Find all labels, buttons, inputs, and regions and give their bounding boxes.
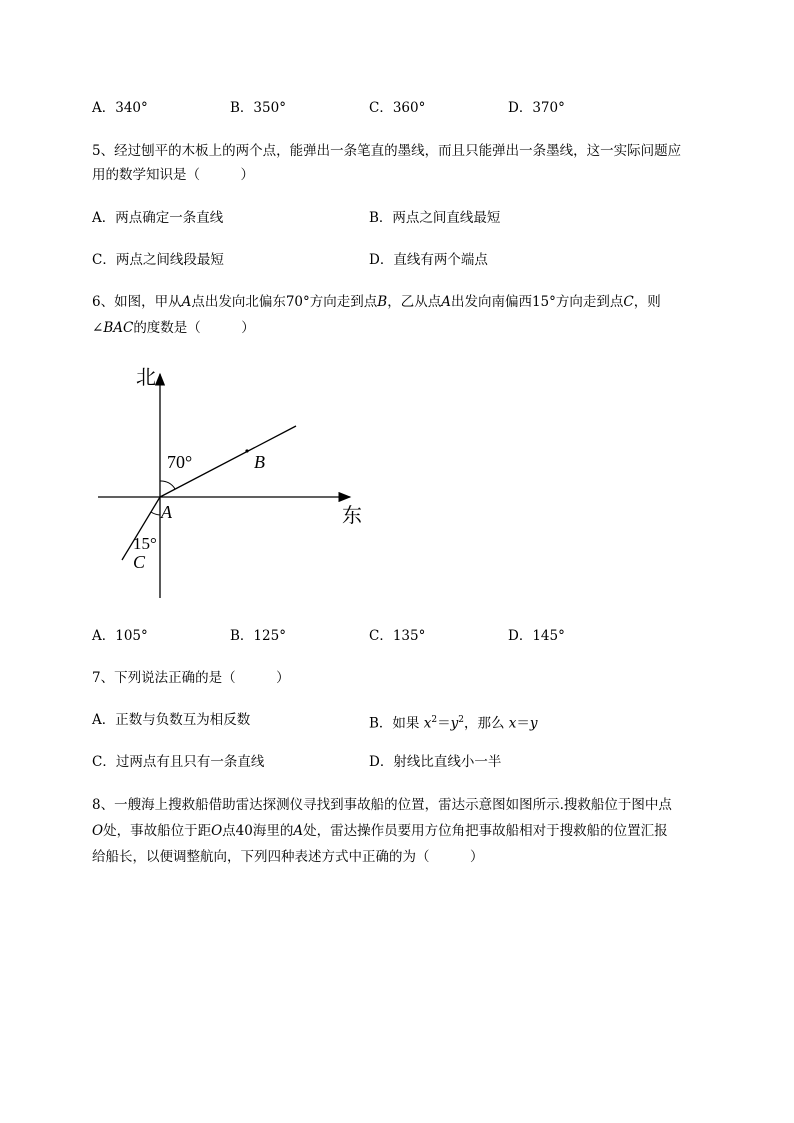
q8-stem-line3: 给船长，以便调整航向，下列四种表述方式中正确的为（ ） xyxy=(92,849,484,865)
q8-text: 处，事故船位于距 xyxy=(103,823,212,839)
q7-stem: 7、下列说法正确的是（ ） xyxy=(92,670,290,686)
label-north: 北 xyxy=(136,367,156,389)
exponent: 2 xyxy=(458,715,464,725)
q6-angle-name: BAC xyxy=(103,320,134,336)
equals-sign: ＝ xyxy=(437,715,451,732)
point-b xyxy=(245,449,248,452)
var-x: x xyxy=(508,715,517,732)
var-y: y xyxy=(529,715,538,732)
q4-option-a: A．340° xyxy=(92,100,148,116)
angle-arc-70 xyxy=(160,481,175,489)
label-a: A xyxy=(161,502,172,522)
var-a: A xyxy=(293,823,304,839)
var-x: x xyxy=(423,715,432,732)
q6-var-c: C xyxy=(623,294,634,310)
q5-option-d: D．直线有两个端点 xyxy=(369,252,488,268)
q6-direction-figure xyxy=(92,360,382,610)
q5-option-b: B．两点之间直线最短 xyxy=(369,210,501,226)
q5-option-a: A．两点确定一条直线 xyxy=(92,210,224,226)
q5-option-c: C．两点之间线段最短 xyxy=(92,252,224,268)
q5-stem-line1: 5、经过刨平的木板上的两个点，能弹出一条笔直的墨线，而且只能弹出一条墨线，这一实际问题应 xyxy=(92,143,682,159)
equals-sign: ＝ xyxy=(516,715,530,732)
q8-stem-line2 xyxy=(92,821,668,841)
q6-var-b: B xyxy=(377,294,388,310)
var-y: y xyxy=(450,715,459,732)
q7-option-d: D．射线比直线小一半 xyxy=(369,754,502,770)
q6-option-b: B．125° xyxy=(230,628,286,644)
q5-stem-line2: 用的数学知识是（ ） xyxy=(92,167,254,183)
q7-option-c: C．过两点有且只有一条直线 xyxy=(92,754,265,770)
var-o: O xyxy=(211,823,223,839)
q8-text: 处，雷达操作员要用方位角把事故船相对于搜救船的位置汇报 xyxy=(303,823,668,839)
label-angle-15: 15° xyxy=(133,534,157,553)
q6-text: 出发向南偏西15°方向走到点 xyxy=(450,294,624,310)
q6-var-a: A xyxy=(441,294,451,310)
q7-option-a: A．正数与负数互为相反数 xyxy=(92,712,251,728)
label-c: C xyxy=(133,552,146,572)
label-b: B xyxy=(254,452,265,472)
q6-text: 的度数是（ ） xyxy=(133,320,255,336)
exponent: 2 xyxy=(431,715,438,725)
label-east: 东 xyxy=(342,505,362,527)
q6-option-a: A．105° xyxy=(92,628,148,644)
q4-option-c: C．360° xyxy=(369,100,426,116)
q6-option-c: C．135° xyxy=(369,628,426,644)
q6-var-a: A xyxy=(181,294,192,310)
q4-option-d: D．370° xyxy=(508,100,565,116)
q6-text: 6、如图，甲从 xyxy=(92,294,182,310)
q4-option-b: B．350° xyxy=(230,100,286,116)
q8-text: 点40海里的 xyxy=(222,823,294,839)
q6-text: 点出发向北偏东70°方向走到点 xyxy=(191,294,378,310)
q7-option-b-text: B．如果 xyxy=(369,715,424,732)
q7-option-b-text: ，那么 xyxy=(463,715,509,732)
q8-stem-line1: 8、一艘海上搜救船借助雷达探测仪寻找到事故船的位置，雷达示意图如图所示.搜救船位于图中点 xyxy=(92,797,672,813)
angle-symbol: ∠ xyxy=(92,320,104,336)
q6-text: ，乙从点 xyxy=(387,294,442,310)
q7-option-b xyxy=(369,710,538,734)
label-angle-70: 70° xyxy=(167,452,193,472)
q6-stem-line2 xyxy=(92,318,255,338)
angle-arc-15 xyxy=(151,512,160,515)
q6-text: ，则 xyxy=(633,294,661,310)
var-o: O xyxy=(92,823,104,839)
q6-option-d: D．145° xyxy=(508,628,565,644)
q6-stem-line1 xyxy=(92,292,661,312)
